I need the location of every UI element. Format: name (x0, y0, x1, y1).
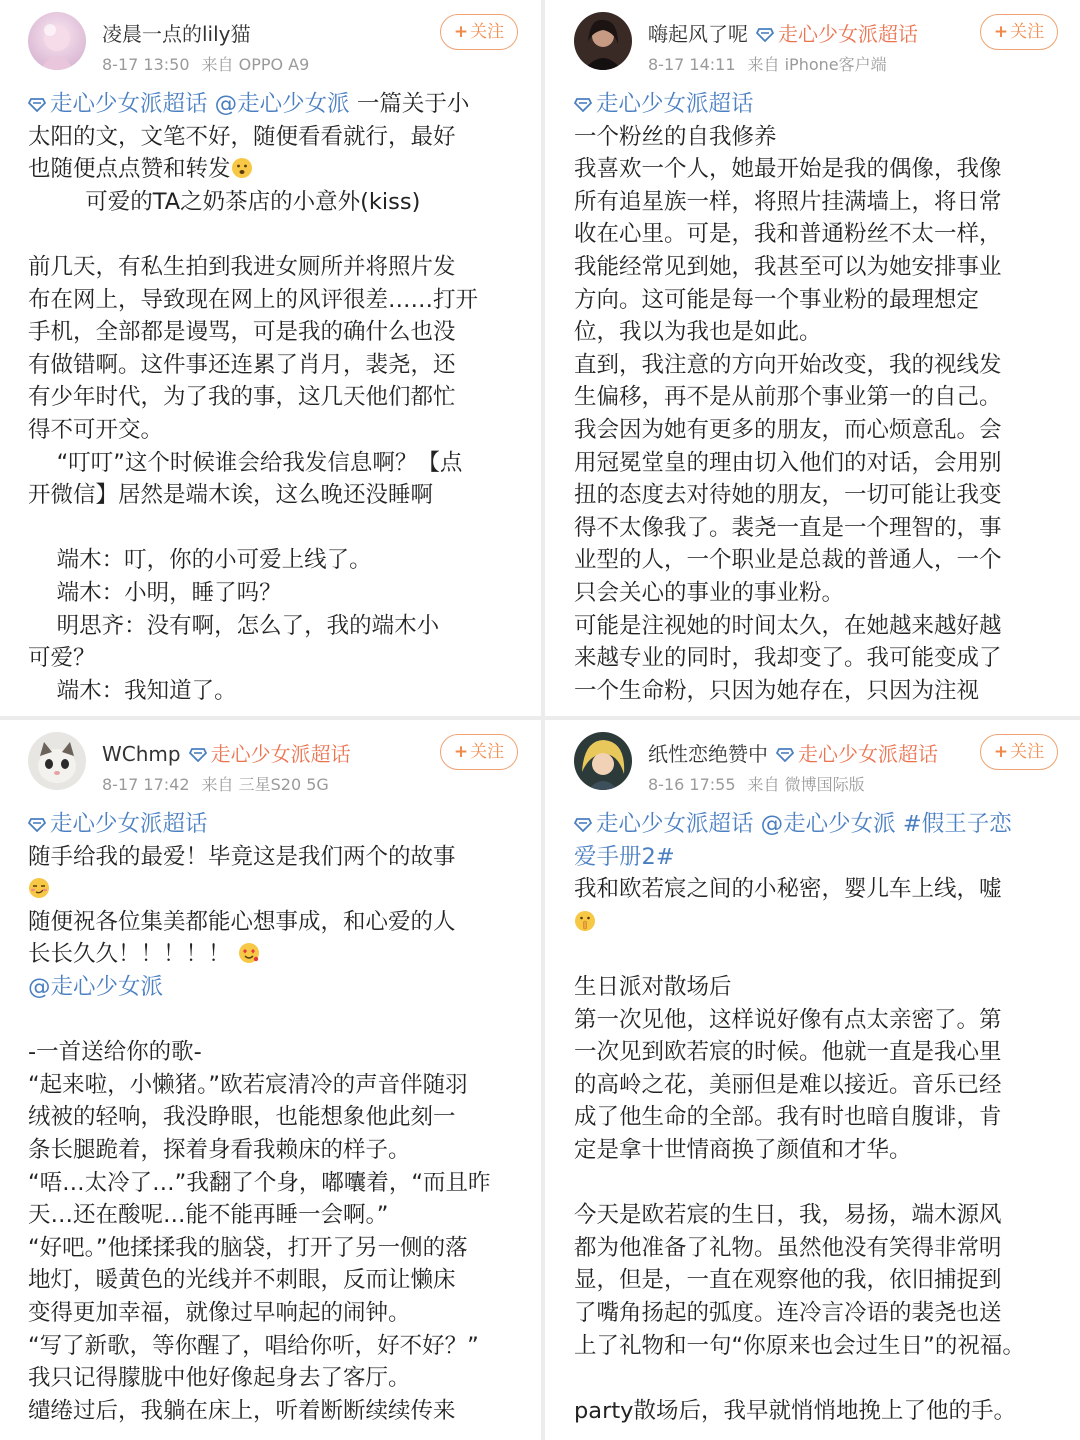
text-span: 所有追星族一样，将照片挂满墙上，将日常 (574, 188, 1002, 215)
text-line (574, 1395, 1064, 1428)
text-span: 端木：小明，睡了吗？ (28, 579, 282, 606)
text-line (574, 610, 1064, 643)
text-span: 我会因为她有更多的朋友，而心烦意乱。会 (574, 416, 1002, 443)
text-line (28, 1069, 524, 1102)
text-line (574, 1069, 1064, 1102)
follow-button[interactable] (440, 734, 518, 770)
text-line (574, 1101, 1064, 1134)
follow-label: 关注 (470, 742, 505, 762)
text-line (574, 1004, 1064, 1037)
text-span: 也随便点点赞和转发 (28, 156, 231, 183)
username[interactable]: 纸性恋绝赞中 (648, 742, 768, 766)
text-line (574, 88, 1064, 121)
plus-icon: + (993, 742, 1009, 762)
post-header (0, 0, 540, 86)
text-line (574, 512, 1064, 545)
follow-label: 关注 (1010, 742, 1045, 762)
text-line (28, 938, 524, 971)
text-line (28, 512, 524, 545)
text-span: 有少年时代，为了我的事，这几天他们都忙 (28, 384, 456, 411)
post-card (546, 0, 1080, 716)
post-time: 8-17 14:11 (648, 55, 736, 74)
text-span: 第一次见他，这样说好像有点太亲密了。第 (574, 1006, 1002, 1033)
text-line (574, 1134, 1064, 1167)
avatar[interactable] (28, 12, 86, 70)
text-line (28, 1134, 524, 1167)
link-text[interactable]: @走心少女派 (760, 811, 896, 837)
text-line (574, 1297, 1064, 1330)
text-line (28, 971, 524, 1004)
text-span: 我能经常见到她，我甚至可以为她安排事业 (574, 253, 1002, 280)
text-line (28, 1362, 524, 1395)
text-span: 太阳的文，文笔不好，随便看看就行，最好 (28, 123, 456, 150)
text-line (28, 642, 524, 675)
post-source: 来自 三星S20 5G (201, 775, 329, 794)
link-text[interactable]: 走心少女派超话 (50, 811, 208, 837)
text-span: 收在心里。可是，我和普通粉丝不太一样， (574, 221, 1002, 248)
text-line (28, 349, 524, 382)
follow-label: 关注 (1010, 22, 1045, 42)
text-line (28, 316, 524, 349)
text-span: 可能是注视她的时间太久，在她越来越好越 (574, 612, 1002, 639)
text-line (574, 906, 1064, 939)
text-span: 的高岭之花，美丽但是难以接近。音乐已经 (574, 1071, 1002, 1098)
text-line (574, 218, 1064, 251)
text-span: 得不可开交。 (28, 416, 164, 443)
post-time: 8-17 13:50 (102, 55, 190, 74)
text-span: 上了礼物和一句“你原来也会过生日”的祝福。 (574, 1332, 1025, 1359)
face-hearts-icon (238, 942, 260, 964)
text-line (28, 218, 524, 251)
text-line (28, 284, 524, 317)
avatar[interactable] (574, 732, 632, 790)
text-line (574, 1330, 1064, 1363)
link-text[interactable]: @走心少女派 (214, 91, 350, 117)
topic-tag[interactable]: 走心少女派超话 (189, 742, 351, 766)
link-text[interactable]: 走心少女派超话 (596, 91, 754, 117)
text-line (28, 1232, 524, 1265)
text-span: 成了他生命的全部。我有时也暗自腹诽，肯 (574, 1104, 1002, 1131)
text-line (28, 1004, 524, 1037)
post-meta (102, 772, 329, 795)
topic-tag[interactable]: 走心少女派超话 (776, 742, 938, 766)
text-line (574, 971, 1064, 1004)
face-smirk-icon (28, 877, 50, 899)
text-span: 有做错啊。这件事还连累了肖月，裴尧，还 (28, 351, 456, 378)
username[interactable]: 凌晨一点的lily猫 (102, 22, 251, 46)
text-line (28, 610, 524, 643)
text-line (574, 1232, 1064, 1265)
text-line (574, 808, 1064, 841)
post-header (546, 720, 1080, 806)
post-meta (102, 52, 309, 75)
text-span: 位，我以为我也是如此。 (574, 319, 822, 346)
text-line (28, 841, 524, 874)
text-line (28, 381, 524, 414)
text-line (574, 1199, 1064, 1232)
post-card (0, 0, 540, 716)
text-span (754, 811, 761, 837)
text-line (574, 544, 1064, 577)
text-line (574, 186, 1064, 219)
text-span: 开微信】居然是端木诶，这么晚还没睡啊 (28, 482, 434, 509)
post-source: 来自 iPhone客户端 (747, 55, 887, 74)
text-line (28, 447, 524, 480)
text-line (28, 1167, 524, 1200)
plus-icon: + (993, 22, 1009, 42)
text-line (28, 121, 524, 154)
diamond-icon (28, 818, 46, 832)
text-line (574, 316, 1064, 349)
text-line (28, 1036, 524, 1069)
text-line (28, 675, 524, 708)
text-span: 只会关心的事业的事业粉。 (574, 579, 845, 606)
link-text[interactable]: 爱手册2# (574, 843, 675, 870)
text-line (574, 251, 1064, 284)
face-worried-icon (231, 157, 253, 179)
text-span: 都为他准备了礼物。虽然他没有笑得非常明 (574, 1234, 1002, 1261)
text-span: 明思齐：没有啊，怎么了，我的端木小 (28, 612, 440, 639)
text-line (28, 1297, 524, 1330)
text-line (28, 251, 524, 284)
text-line (28, 88, 524, 121)
diamond-icon (189, 748, 207, 762)
avatar[interactable] (574, 12, 632, 70)
text-line (28, 1199, 524, 1232)
text-span: 缱绻过后，我躺在床上，听着断断续续传来 (28, 1397, 456, 1424)
post-card (546, 720, 1080, 1440)
text-span: “起来啦，小懒猪。”欧若宸清冷的声音伴随羽 (28, 1071, 468, 1098)
text-line (574, 414, 1064, 447)
text-span: 显，但是，一直在观察他的我，依旧捕捉到 (574, 1267, 1002, 1294)
text-span: 随手给我的最爱！毕竟这是我们两个的故事 (28, 843, 456, 870)
text-span: party散场后，我早就悄悄地挽上了他的手。 (574, 1397, 1016, 1424)
text-span: 扭的态度去对待她的朋友，一切可能让我变 (574, 482, 1002, 509)
text-span: “好吧。”他揉揉我的脑袋，打开了另一侧的落 (28, 1234, 468, 1261)
text-line (574, 447, 1064, 480)
text-span: 可爱的TA之奶茶店的小意外(kiss) (28, 188, 421, 215)
avatar[interactable] (28, 732, 86, 790)
text-line (574, 479, 1064, 512)
text-span: 生偏移，再不是从前那个事业第一的自己。 (574, 384, 1002, 411)
text-span: 方向。这可能是每一个事业粉的最理想定 (574, 286, 980, 313)
post-time: 8-16 17:55 (648, 775, 736, 794)
text-span: 一个生命粉，只因为她存在，只因为注视 (574, 677, 980, 704)
text-span: -一首送给你的歌- (28, 1039, 202, 1066)
text-span: 用冠冕堂皇的理由切入他们的对话，会用别 (574, 449, 1002, 476)
post-header (0, 720, 540, 806)
text-line (28, 544, 524, 577)
post-text (28, 808, 524, 1427)
divider-vertical (541, 0, 545, 1440)
diamond-icon (574, 98, 592, 112)
post-text (574, 88, 1064, 707)
post-time: 8-17 17:42 (102, 775, 190, 794)
text-span: “写了新歌，等你醒了，唱给你听，好不好？” (28, 1332, 479, 1359)
post-text (28, 88, 524, 707)
post-header (546, 0, 1080, 86)
link-text[interactable]: 走心少女派超话 (50, 91, 208, 117)
text-span: 一次见到欧若宸的时候。他就一直是我心里 (574, 1039, 1002, 1066)
text-span (896, 811, 903, 837)
text-line (574, 349, 1064, 382)
text-line (28, 479, 524, 512)
text-span: 布在网上，导致现在网上的风评很差……打开 (28, 286, 479, 313)
text-line (28, 906, 524, 939)
post-source: 来自 微博国际版 (747, 775, 865, 794)
text-span: 业型的人，一个职业是总裁的普通人，一个 (574, 547, 1002, 574)
text-line (574, 284, 1064, 317)
topic-tag[interactable]: 走心少女派超话 (756, 22, 918, 46)
follow-label: 关注 (470, 22, 505, 42)
text-span: “唔…太冷了…”我翻了个身，嘟囔着，“而且昨 (28, 1169, 491, 1196)
post-text (574, 808, 1064, 1427)
text-span: 天…还在酸呢…能不能再睡一会啊。” (28, 1202, 389, 1229)
text-span: 长长久久！！！！！ (28, 941, 238, 968)
text-line (574, 1362, 1064, 1395)
diamond-icon (756, 28, 774, 42)
text-line (574, 577, 1064, 610)
text-line (28, 1330, 524, 1363)
follow-button[interactable] (440, 14, 518, 50)
text-span: 我只记得朦胧中他好像起身去了客厅。 (28, 1365, 411, 1392)
text-span: 今天是欧若宸的生日，我，易扬，端木源风 (574, 1202, 1002, 1229)
text-line (28, 1101, 524, 1134)
text-line (574, 381, 1064, 414)
text-line (574, 153, 1064, 186)
text-line (28, 414, 524, 447)
text-span: 定是拿十世情商换了颜值和才华。 (574, 1136, 912, 1163)
text-span: 了嘴角扬起的弧度。连冷言冷语的裴尧也送 (574, 1299, 1002, 1326)
post-source: 来自 OPPO A9 (201, 55, 310, 74)
text-line (574, 1036, 1064, 1069)
text-line (574, 1167, 1064, 1200)
text-line (574, 675, 1064, 708)
plus-icon: + (453, 742, 469, 762)
text-span: 直到，我注意的方向开始改变，我的视线发 (574, 351, 1002, 378)
text-line (574, 1264, 1064, 1297)
post-meta (648, 772, 865, 795)
text-span: 来越专业的同时，我却变了。我可能变成了 (574, 645, 1002, 672)
text-span: 我喜欢一个人，她最开始是我的偶像，我像 (574, 156, 1002, 183)
text-line (28, 1395, 524, 1428)
text-span: 变得更加幸福，就像过早响起的闹钟。 (28, 1299, 411, 1326)
link-text[interactable]: #假王子恋 (902, 811, 1012, 837)
text-span: 手机，全部都是谩骂，可是我的确什么也没 (28, 319, 456, 346)
plus-icon: + (453, 22, 469, 42)
text-span: 前几天，有私生拍到我进女厕所并将照片发 (28, 253, 456, 280)
text-span: 一篇关于小 (349, 91, 470, 117)
text-line (28, 153, 524, 186)
post-meta (648, 52, 887, 75)
text-span: 随便祝各位集美都能心想事成，和心爱的人 (28, 908, 456, 935)
diamond-icon (776, 748, 794, 762)
text-line (574, 873, 1064, 906)
text-line (574, 121, 1064, 154)
text-line (28, 873, 524, 906)
text-span: 地灯，暖黄色的光线并不刺眼，反而让懒床 (28, 1267, 456, 1294)
text-span: 一个粉丝的自我修养 (574, 123, 777, 150)
text-span: 生日派对散场后 (574, 973, 732, 1000)
link-text[interactable]: 走心少女派超话 (596, 811, 754, 837)
link-text[interactable]: @走心少女派 (28, 973, 164, 1000)
text-span: 绒被的轻响，我没睁眼，也能想象他此刻一 (28, 1104, 456, 1131)
username[interactable]: 嗨起风了呢 (648, 22, 748, 46)
text-span (208, 91, 215, 117)
text-line (574, 841, 1064, 874)
text-line (28, 1264, 524, 1297)
text-line (28, 808, 524, 841)
text-line (28, 577, 524, 610)
text-span: 我和欧若宸之间的小秘密，婴儿车上线，嘘 (574, 876, 1002, 903)
text-span: 端木：我知道了。 (28, 677, 237, 704)
post-card (0, 720, 540, 1440)
text-span: 条长腿跪着，探着身看我赖床的样子。 (28, 1136, 411, 1163)
username[interactable]: WChmp (102, 742, 181, 766)
text-line (574, 642, 1064, 675)
diamond-icon (28, 98, 46, 112)
follow-button[interactable] (980, 734, 1058, 770)
text-span: 端木：叮，你的小可爱上线了。 (28, 547, 372, 574)
text-line (574, 938, 1064, 971)
text-span: 得不太像我了。裴尧一直是一个理智的，事 (574, 514, 1002, 541)
follow-button[interactable] (980, 14, 1058, 50)
text-span: “叮叮”这个时候谁会给我发信息啊？【点 (28, 449, 463, 476)
text-span: 可爱？ (28, 645, 96, 672)
face-shush-icon (574, 910, 596, 932)
text-line (28, 186, 524, 219)
diamond-icon (574, 818, 592, 832)
